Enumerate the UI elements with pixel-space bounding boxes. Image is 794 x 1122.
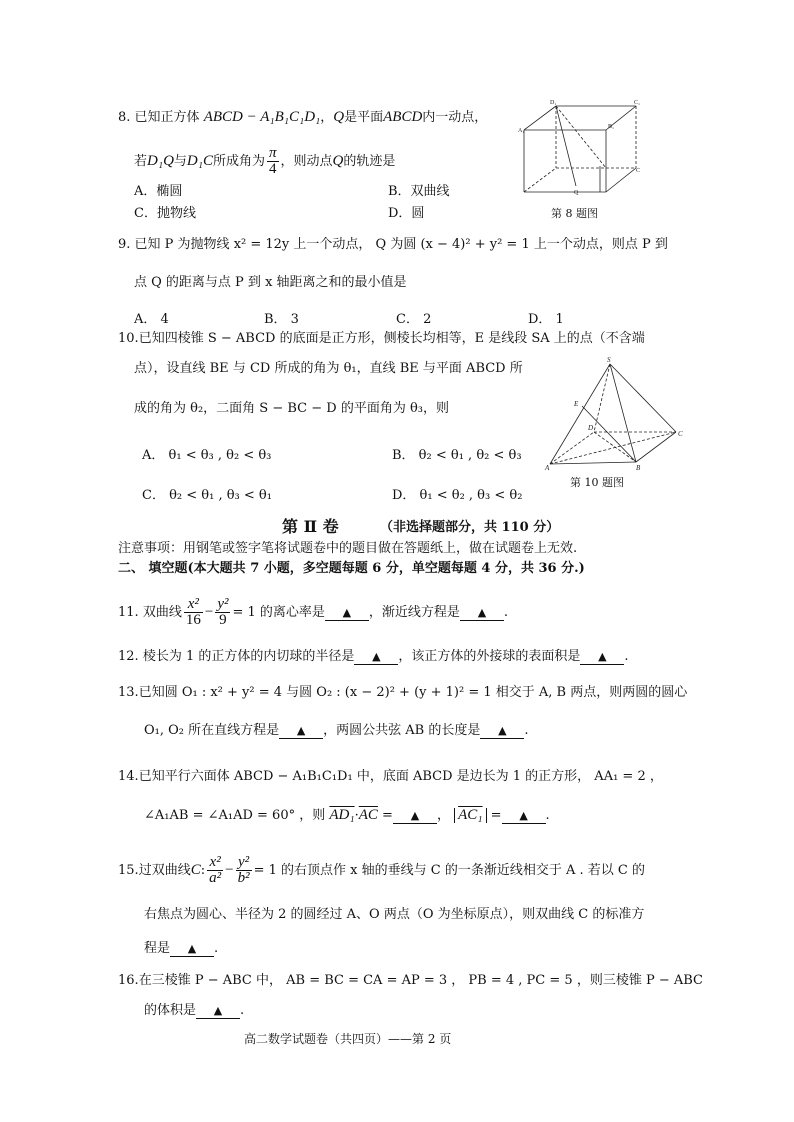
q9-choice-a: A． 4 [134,312,169,327]
q9-choice-d: D． 1 [528,312,564,327]
q8-figure-caption: 第 8 题图 [551,207,598,220]
q8-choice-b: B．双曲线 [388,184,450,199]
q13-blank-1[interactable]: ▲ [279,724,323,739]
svg-text:A₁: A₁ [518,128,525,134]
svg-text:B: B [636,464,641,472]
q8-choice-d: D．圆 [388,206,425,221]
svg-text:Q: Q [574,190,579,196]
q12-line: 12. 棱长为 1 的正方体的内切球的半径是 ▲ ，该正方体的外接球的表面积是 ▲ . [118,649,629,664]
q12-blank-2[interactable]: ▲ [580,650,624,665]
q14-blank-2[interactable]: ▲ [502,809,546,824]
vector-ac1: AC₁ [458,807,483,823]
svg-text:C: C [678,430,683,438]
q10-line1: 10.已知四棱锥 S − ABCD 的底面是正方形，侧棱长均相等，E 是线段 SA 上的点（不含端 [118,331,645,346]
q9-choice-b: B． 3 [264,312,299,327]
q10-line2: 点），设直线 BE 与 CD 所成的角为 θ₁，直线 BE 与平面 ABCD 所 [134,361,523,376]
q15-line3: 程是 ▲ . [144,941,219,956]
svg-text:D₁: D₁ [550,100,557,106]
q8-line1: 8. 已知正方体 ABCD − A₁B₁C₁D₁，Q是平面ABCD内一动点， [118,109,488,125]
section2-title: 第 Ⅱ 卷 [282,517,339,536]
section2-notice: 注意事项：用钢笔或签字笔将试题卷中的题目做在答题纸上，做在试题卷上无效. [118,541,578,556]
svg-text:S: S [607,356,611,364]
q15-blank[interactable]: ▲ [170,942,214,957]
q11-blank-2[interactable]: ▲ [460,606,504,621]
q9-line1: 9. 已知 P 为抛物线 x² = 12y 上一个动点， Q 为圆 (x − 4)² + y² = 1 上一个动点，则点 P 到 [118,237,668,252]
q8-cube-figure [516,96,642,200]
q14-blank-1[interactable]: ▲ [393,809,437,824]
svg-text:A: A [545,464,550,472]
q16-line2: 的体积是 ▲ . [144,1003,245,1018]
svg-text:C₁: C₁ [634,100,641,106]
q10-figure-caption: 第 10 题图 [570,476,624,489]
svg-text:C: C [636,168,641,174]
q15-line1: 15.过双曲线C: $\frac{\text{x²}}{\text{a²}}$ − $\frac{\text{y²}}{\text{b²}}$ = 1 的右顶点作 x 轴的垂线与 C 的一条渐近线相交于 A . 若以 C 的 [118,854,645,886]
q15-line2: 右焦点为圆心、半径为 2 的圆经过 A、O 两点（O 为坐标原点），则双曲线 C 的标准方 [144,907,645,922]
page-footer: 高二数学试题卷（共四页）——第 2 页 [244,1032,452,1046]
svg-text:D: D [588,424,594,432]
q10-pyramid-figure [544,356,686,472]
pi-over-4-fraction: $\frac{\pi}{4}$ [269,145,277,177]
section2-subtitle: （非选择题部分，共 110 分） [380,520,560,535]
svg-text:E: E [574,400,579,408]
q11-blank-1[interactable]: ▲ [325,606,369,621]
q14-line1: 14.已知平行六面体 ABCD − A₁B₁C₁D₁ 中，底面 ABCD 是边长为 1 的正方形， AA₁ = 2 ， [118,769,663,784]
q10-choice-c: C． θ₂ < θ₁ , θ₃ < θ₁ [142,488,272,503]
part2-heading: 二、 填空题(本大题共 7 小题，多空题每题 6 分，单空题每题 4 分，共 36 分.) [118,561,585,576]
q10-choice-d: D． θ₁ < θ₂ , θ₃ < θ₂ [392,488,523,503]
q8-choice-a: A．椭圆 [134,184,183,199]
q9-line2: 点 Q 的距离与点 P 到 x 轴距离之和的最小值是 [134,275,407,290]
q10-line3: 成的角为 θ₂，二面角 S − BC − D 的平面角为 θ₃，则 [134,401,449,416]
q10-choice-a: A． θ₁ < θ₃ , θ₂ < θ₃ [142,448,272,463]
vector-ad1: AD₁ [329,807,355,823]
q13-line1: 13.已知圆 O₁ : x² + y² = 4 与圆 O₂ : (x − 2)² + (y + 1)² = 1 相交于 A, B 两点，则两圆的圆心 [118,685,688,700]
q16-blank[interactable]: ▲ [196,1004,240,1019]
q13-line2: O₁, O₂ 所在直线方程是 ▲ ，两圆公共弦 AB 的长度是 ▲ . [144,723,529,738]
q14-line2: ∠A₁AB = ∠A₁AD = 60° ，则 $AD_1\cdot\overline{AC}$ = ▲ ， AC₁ = ▲ . [144,807,550,823]
q10-choice-b: B． θ₂ < θ₁ , θ₂ < θ₃ [392,448,522,463]
vector-ac: $\overline{AC}$ [358,807,378,823]
q16-line1: 16.在三棱锥 P − ABC 中， AB = BC = CA = AP = 3 ， PB = 4 , PC = 5 ，则三棱锥 P − ABC [118,973,703,988]
q11-line: 11. 双曲线 $\frac{\text{x²}}{16}$ − $\frac{\text{y²}}{9}$ = 1 的离心率是 ▲ ，渐近线方程是 ▲ . [118,596,509,628]
q9-choice-c: C． 2 [396,312,432,327]
q8-choice-c: C．抛物线 [134,206,196,221]
svg-text:B₁: B₁ [608,124,615,130]
q8-line2: 若D₁Q与D₁C所成角为 $\frac{\pi}{4}$ ，则动点Q的轨迹是 [134,145,396,177]
q12-blank-1[interactable]: ▲ [354,650,398,665]
q13-blank-2[interactable]: ▲ [480,724,524,739]
